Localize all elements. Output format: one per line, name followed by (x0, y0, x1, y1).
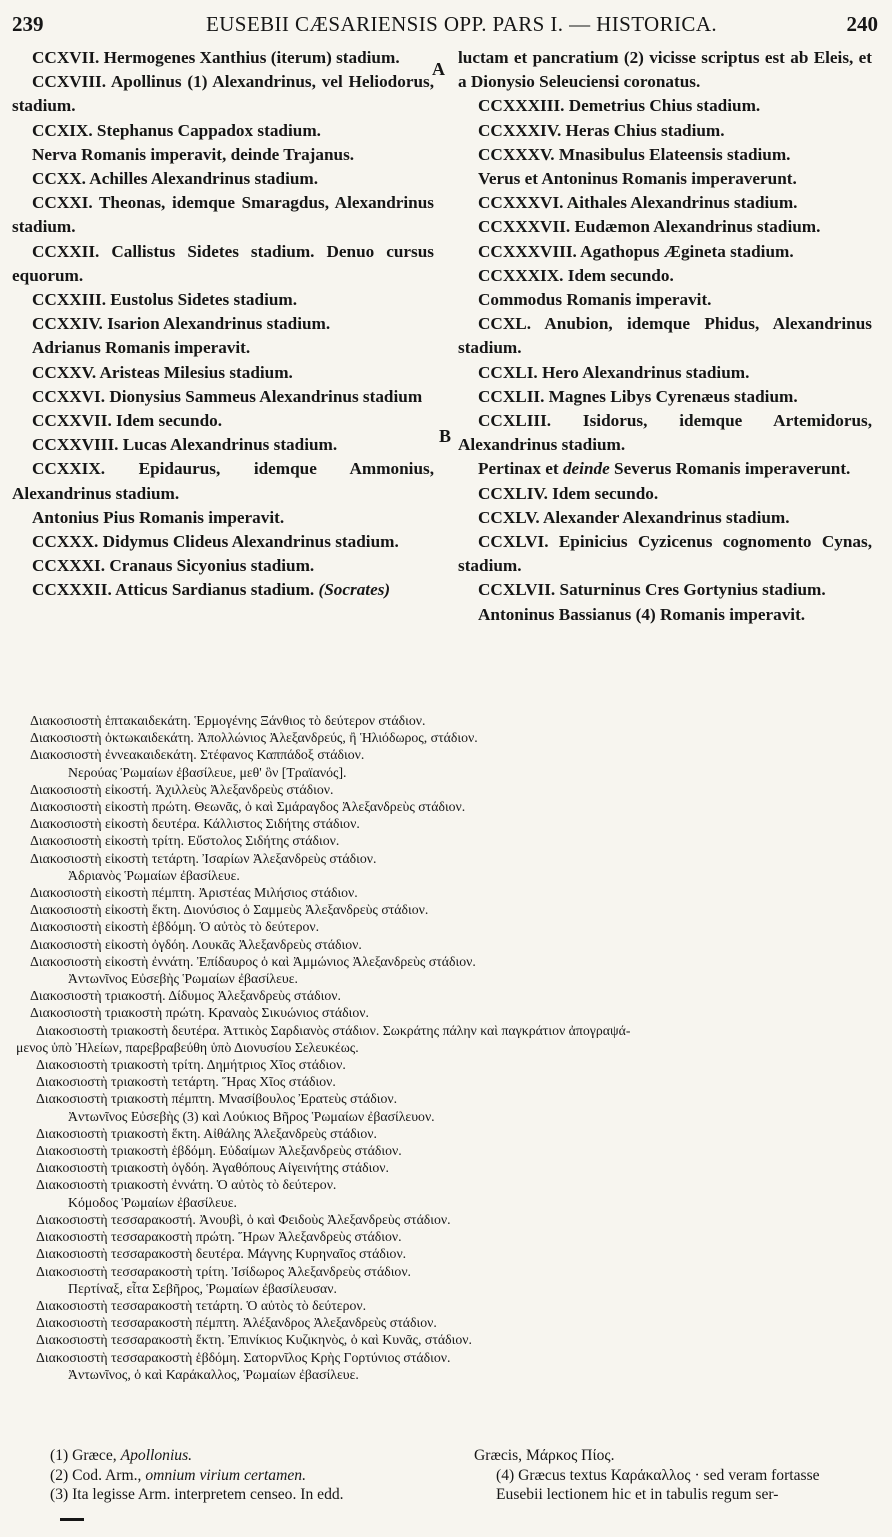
greek-line: Διακοσιοστὴ τριακοστὴ τρίτη. Δημήτριος Χῖος στάδιον. (36, 1057, 346, 1073)
greek-line: Διακοσιοστὴ τεσσαρακοστή. Ἀνουβὶ, ὁ καὶ Φειδοὺς Ἀλεξανδρεὺς στάδιον. (36, 1211, 451, 1227)
entry-228: CCXXVIII. Lucas Alexandrinus stadium. (32, 435, 338, 455)
footnote-2-italic: omnium virium certamen. (145, 1466, 306, 1484)
reign-pertinax-severus (458, 457, 872, 481)
greek-line: Διακοσιοστὴ τριακοστὴ ἕκτη. Αἰθάλης Ἀλεξανδρεὺς στάδιον. (36, 1125, 377, 1141)
greek-reign-line: Περτίναξ, εἶτα Σεβῆρος, Ῥωμαίων ἐβασίλευσαν. (68, 1280, 337, 1296)
entry-234: CCXXXIV. Heras Chius stadium. (478, 120, 725, 140)
greek-line: Διακοσιοστὴ τριακοστὴ τετάρτη. Ἥρας Χῖος στάδιον. (36, 1074, 336, 1090)
greek-line: Διακοσιοστὴ εἰκοστὴ ἑβδόμη. Ὁ αὐτὸς τὸ δεύτερον. (30, 919, 320, 935)
entry-232 (12, 578, 434, 602)
greek-line: Διακοσιοστὴ εἰκοστὴ ἕκτη. Διονύσιος ὁ Σαμμεὺς Ἀλεξανδρεὺς στάδιον. (30, 902, 429, 918)
greek-reign-line: Νερούας Ῥωμαίων ἐβασίλευε, μεθ' ὃν [Τραϊανός]. (68, 764, 347, 780)
greek-line: Διακοσιοστὴ εἰκοστὴ ἐννάτη. Ἐπίδαυρος ὁ καὶ Ἀμμώνιος Ἀλεξανδρεὺς στάδιον. (30, 953, 476, 969)
reign-adrianus: Adrianus Romanis imperavit. (32, 338, 251, 358)
greek-line: Διακοσιοστὴ τριακοστή. Δίδυμος Ἀλεξανδρεὺς στάδιον. (30, 988, 341, 1004)
greek-reign-line: Ἀδριανὸς Ῥωμαίων ἐβασίλευε. (68, 867, 240, 883)
greek-line: Διακοσιοστὴ ἐννεακαιδεκάτη. Στέφανος Καππάδοξ στάδιον. (30, 747, 365, 763)
entry-224: CCXXIV. Isarion Alexandrinus stadium. (32, 314, 331, 334)
footnote-4: (4) Græcus textus Καράκαλλος · sed veram fortasse Eusebii lectionem hic et in tabulis regum ser- (496, 1466, 820, 1504)
entry-247: CCXLVII. Saturninus Cres Gortynius stadium. (478, 580, 826, 600)
greek-line: Διακοσιοστὴ τριακοστὴ πέμπτη. Μνασίβουλος Ἐρατεὺς στάδιον. (36, 1091, 398, 1107)
entry-239: CCXXXIX. Idem secundo. (478, 265, 674, 285)
greek-line: Διακοσιοστὴ τεσσαρακοστὴ πρώτη. Ἥρων Ἀλεξανδρεὺς στάδιον. (36, 1229, 402, 1245)
greek-line: Διακοσιοστὴ τριακοστὴ δευτέρα. Ἀττικὸς Σαρδιανὸς στάδιον. Σωκράτης πάλην καὶ παγκράτιον ἀπογραψά- (36, 1022, 631, 1038)
latin-left-column (12, 46, 434, 603)
greek-line: Διακοσιοστὴ τριακοστὴ ἐννάτη. Ὁ αὐτὸς τὸ δεύτερον. (36, 1177, 337, 1193)
socrates-note: (Socrates) (318, 580, 391, 600)
greek-line: Διακοσιοστὴ εἰκοστή. Ἀχιλλεὺς Ἀλεξανδρεὺς στάδιον. (30, 781, 334, 797)
page-number-right: 240 (846, 12, 878, 36)
entry-241: CCXLI. Hero Alexandrinus stadium. (478, 362, 750, 382)
entry-245: CCXLV. Alexander Alexandrinus stadium. (478, 507, 790, 527)
entry-240: CCXL. Anubion, idemque Phidus, Alexandrinus stadium. (458, 314, 872, 358)
entry-226: CCXXVI. Dionysius Sammeus Alexandrinus stadium (32, 386, 423, 406)
entry-237: CCXXXVII. Eudæmon Alexandrinus stadium. (478, 217, 821, 237)
entry-225: CCXXV. Aristeas Milesius stadium. (32, 362, 293, 382)
page-header (8, 10, 884, 38)
reign-nerva: Nerva Romanis imperavit, deinde Trajanus. (32, 144, 355, 164)
greek-continuation-line: μενος ὑπὸ Ἠλείων, παρεβραβεύθη ὑπὸ Διονυσίου Σελευκέως. (16, 1039, 359, 1055)
greek-line: Διακοσιοστὴ τριακοστὴ ἑβδόμη. Εὐδαίμων Ἀλεξανδρεὺς στάδιον. (36, 1143, 402, 1159)
greek-reign-line: Ἀντωνῖνος, ὁ καὶ Καράκαλλος, Ῥωμαίων ἐβασίλευε. (68, 1366, 359, 1382)
bottom-rule-mark (60, 1518, 84, 1521)
pertinax-before: Pertinax et (478, 459, 559, 479)
greek-line: Διακοσιοστὴ εἰκοστὴ τετάρτη. Ἰσαρίων Ἀλεξανδρεὺς στάδιον. (30, 850, 377, 866)
entry-236: CCXXXVI. Aithales Alexandrinus stadium. (478, 193, 798, 213)
margin-marker-a: A (432, 59, 445, 79)
entry-232-text: CCXXXII. Atticus Sardianus stadium. (32, 580, 315, 600)
greek-text-block (16, 712, 882, 1383)
entry-238: CCXXXVIII. Agathopus Ægineta stadium. (478, 241, 794, 261)
greek-line: Διακοσιοστὴ εἰκοστὴ τρίτη. Εὔστολος Σιδήτης στάδιον. (30, 833, 340, 849)
socrates-continuation: luctam et pancratium (2) vicisse scriptus est ab Eleis, et a Dionysio Seleuciensi coronatus. (458, 48, 872, 92)
greek-line: Διακοσιοστὴ εἰκοστὴ δευτέρα. Κάλλιστος Σιδήτης στάδιον. (30, 816, 360, 832)
latin-right-column (458, 46, 872, 627)
entry-221: CCXXI. Theonas, idemque Smaragdus, Alexandrinus stadium. (12, 193, 434, 237)
entry-223: CCXXIII. Eustolus Sidetes stadium. (32, 290, 298, 310)
footnote-2-label: (2) Cod. Arm., (50, 1466, 142, 1484)
entry-217: CCXVII. Hermogenes Xanthius (iterum) stadium. (32, 48, 400, 67)
entry-233: CCXXXIII. Demetrius Chius stadium. (478, 96, 761, 116)
greek-reign-line: Ἀντωνῖνος Εὐσεβὴς (3) καὶ Λούκιος Βῆρος Ῥωμαίων ἐβασίλευον. (68, 1108, 435, 1124)
entry-222: CCXXII. Callistus Sidetes stadium. Denuo cursus equorum. (12, 241, 434, 285)
footnotes-right (474, 1446, 870, 1505)
entry-220: CCXX. Achilles Alexandrinus stadium. (32, 169, 319, 189)
footnote-3-continuation: Græcis, Μάρκος Πίος. (474, 1447, 615, 1464)
greek-line: Διακοσιοστὴ εἰκοστὴ ὀγδόη. Λουκᾶς Ἀλεξανδρεὺς στάδιον. (30, 936, 362, 952)
pertinax-after: Severus Romanis imperaverunt. (614, 459, 851, 479)
footnote-3-text: (3) Ita legisse Arm. interpretem censeo. In edd. (50, 1486, 344, 1504)
page-number-left: 239 (12, 12, 44, 36)
reign-antonius-pius: Antonius Pius Romanis imperavit. (32, 507, 285, 527)
reign-verus-antoninus: Verus et Antoninus Romanis imperaverunt. (478, 169, 797, 189)
greek-line: Διακοσιοστὴ ὀκτωκαιδεκάτη. Ἀπολλώνιος Ἀλεξανδρεύς, ἢ Ἡλιόδωρος, στάδιον. (30, 730, 478, 746)
entry-219: CCXIX. Stephanus Cappadox stadium. (32, 120, 321, 140)
entry-244: CCXLIV. Idem secundo. (478, 483, 659, 503)
footnote-1 (50, 1446, 460, 1466)
greek-line: Διακοσιοστὴ τεσσαρακοστὴ πέμπτη. Ἀλέξανδρος Ἀλεξανδρεὺς στάδιον. (36, 1315, 437, 1331)
entry-235: CCXXXV. Mnasibulus Elateensis stadium. (478, 144, 791, 164)
entry-230: CCXXX. Didymus Clideus Alexandrinus stadium. (32, 532, 399, 552)
entry-243: CCXLIII. Isidorus, idemque Artemidorus, Alexandrinus stadium. (458, 411, 872, 455)
entry-227: CCXXVII. Idem secundo. (32, 411, 223, 431)
greek-line: Διακοσιοστὴ εἰκοστὴ πέμπτη. Ἀριστέας Μιλήσιος στάδιον. (30, 885, 358, 901)
entry-246: CCXLVI. Epinicius Cyzicenus cognomento Cynas, stadium. (458, 532, 872, 576)
footnote-1-label: (1) Græce, (50, 1447, 117, 1464)
greek-reign-line: Ἀντωνῖνος Εὐσεβὴς Ῥωμαίων ἐβασίλευε. (68, 971, 298, 987)
greek-line: Διακοσιοστὴ τριακοστὴ ὀγδόη. Ἀγαθόπους Αἰγεινήτης στάδιον. (36, 1160, 389, 1176)
reign-antoninus-bassianus: Antoninus Bassianus (4) Romanis imperavit. (478, 604, 806, 624)
greek-line: Διακοσιοστὴ τεσσαρακοστὴ τετάρτη. Ὁ αὐτὸς τὸ δεύτερον. (36, 1297, 367, 1313)
footnotes-left (50, 1446, 460, 1505)
entry-231: CCXXXI. Cranaus Sicyonius stadium. (32, 556, 315, 576)
running-title: EUSEBII CÆSARIENSIS OPP. PARS I. — HISTORICA. (206, 12, 718, 36)
greek-line: Διακοσιοστὴ ἑπτακαιδεκάτη. Ἑρμογένης Ξάνθιος τὸ δεύτερον στάδιον. (30, 713, 426, 728)
footnote-3 (50, 1485, 460, 1505)
greek-line: Διακοσιοστὴ τεσσαρακοστὴ τρίτη. Ἰσίδωρος Ἀλεξανδρεὺς στάδιον. (36, 1263, 412, 1279)
greek-line: Διακοσιοστὴ εἰκοστὴ πρώτη. Θεωνᾶς, ὁ καὶ Σμάραγδος Ἀλεξανδρεὺς στάδιον. (30, 799, 466, 815)
reign-commodus: Commodus Romanis imperavit. (478, 290, 712, 310)
greek-line: Διακοσιοστὴ τεσσαρακοστὴ ἕκτη. Ἐπινίκιος Κυζικηνὸς, ὁ καὶ Κυνᾶς, στάδιον. (36, 1332, 472, 1348)
entry-218: CCXVIII. Apollinus (1) Alexandrinus, vel Heliodorus, stadium. (12, 72, 434, 116)
greek-line: Διακοσιοστὴ τριακοστὴ πρώτη. Κραναὸς Σικυώνιος στάδιον. (30, 1005, 369, 1021)
footnote-1-italic: Apollonius. (120, 1447, 193, 1464)
entry-242: CCXLII. Magnes Libys Cyrenæus stadium. (478, 386, 798, 406)
entry-229: CCXXIX. Epidaurus, idemque Ammonius, Alexandrinus stadium. (12, 459, 434, 503)
footnote-2 (50, 1466, 460, 1486)
pertinax-deinde: deinde (562, 459, 610, 479)
greek-reign-line: Κόμοδος Ῥωμαίων ἐβασίλευε. (68, 1194, 237, 1210)
greek-line: Διακοσιοστὴ τεσσαρακοστὴ ἑβδόμη. Σατορνῖλος Κρὴς Γορτύνιος στάδιον. (36, 1349, 451, 1365)
margin-marker-b: B (439, 426, 452, 446)
greek-line: Διακοσιοστὴ τεσσαρακοστὴ δευτέρα. Μάγνης Κυρηναῖος στάδιον. (36, 1246, 407, 1262)
